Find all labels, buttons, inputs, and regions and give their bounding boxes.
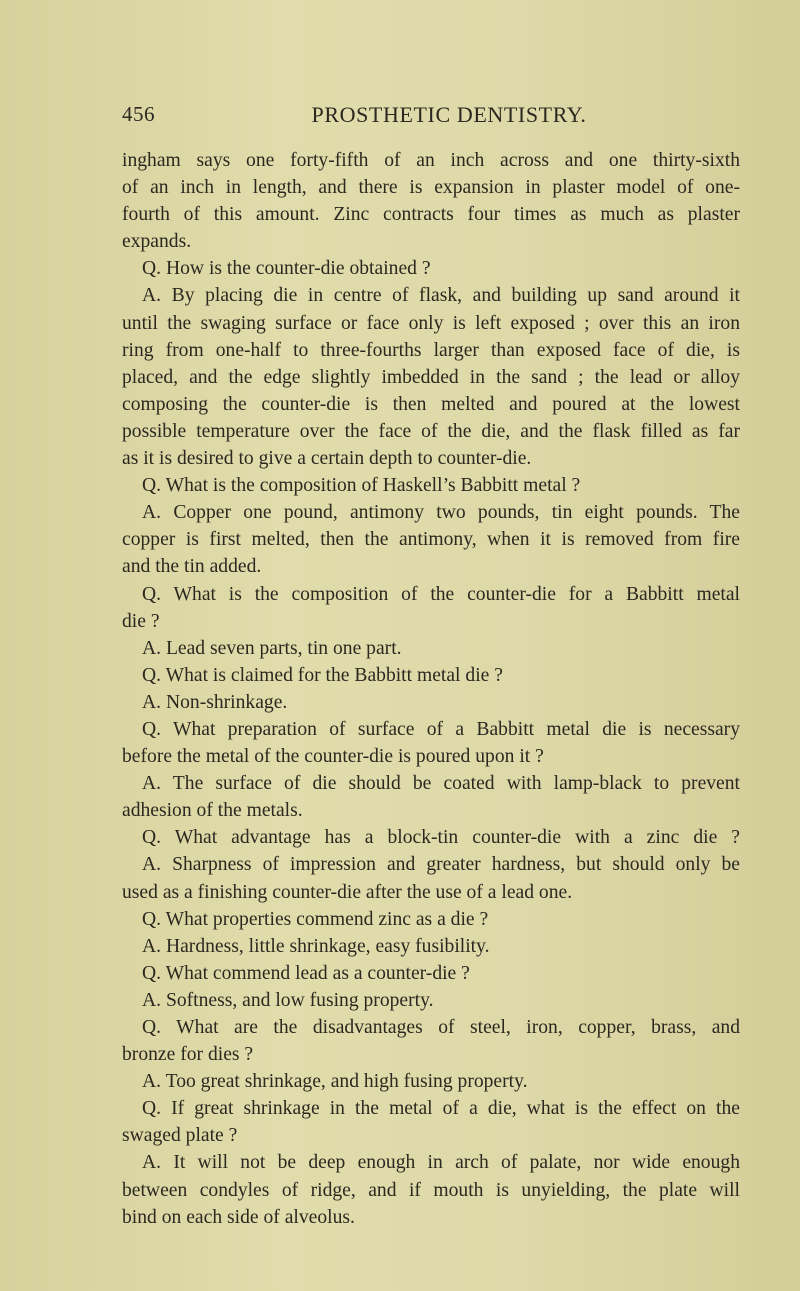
page-number: 456 [122,102,155,126]
answer [122,770,740,824]
question [122,1095,740,1149]
text-line: Q. What are the disadvantages of steel, iron, copper, brass, and [142,1017,740,1038]
text-line: adhesion of the metals. [122,800,303,822]
text-line: and the tin added. [122,556,262,578]
answer [122,987,740,1014]
answer [122,689,740,716]
text-line: as it is desired to give a certain depth to counter-die. [122,448,532,470]
body-text [122,147,740,1231]
text-line: A. It will not be deep enough in arch of palate, nor wide enough [142,1152,740,1174]
text-line: Q. What commend lead as a counter-die ? [142,962,470,984]
answer [122,1149,740,1230]
paragraph-continuation [122,147,740,255]
text-line: A. By placing die in centre of flask, and building up sand around it [142,285,740,307]
question [122,472,740,499]
text-line: fourth of this amount. Zinc contracts four times as much as plaster [122,204,740,226]
answer [122,635,740,662]
text-line: A. Softness, and low fusing property. [142,989,434,1011]
text-line: of an inch in length, and there is expansion in plaster model of one- [122,177,740,199]
text-line: A. Non-shrinkage. [142,691,288,713]
text-line: Q. What preparation of surface of a Babbitt metal die is necessary [142,718,740,740]
text-line: Q. What is the composition of the counter-die for a Babbitt metal [142,583,740,605]
text-line: until the swaging surface or face only is left exposed ; over this an iron [122,312,740,334]
text-line: placed, and the edge slightly imbedded in the sand ; the lead or alloy [122,366,740,388]
answer [122,282,740,472]
text-line: die ? [122,610,160,632]
running-title: PROSTHETIC DENTISTRY. [311,102,587,127]
question [122,662,740,689]
question [122,581,740,635]
text-line: Q. How is the counter-die obtained ? [142,258,431,280]
text-line: ingham says one forty-fifth of an inch across and one thirty-sixth [122,150,740,171]
text-line: A. The surface of die should be coated with lamp-black to prevent [142,773,740,795]
question [122,1014,740,1068]
question [122,255,740,282]
text-line: A. Hardness, little shrinkage, easy fusibility. [142,935,490,957]
answer [122,1068,740,1095]
text-line: ring from one-half to three-fourths larger than exposed face of die, is [122,339,740,361]
text-line: between condyles of ridge, and if mouth is unyielding, the plate will [122,1179,740,1201]
text-line: Q. If great shrinkage in the metal of a die, what is the effect on the [142,1098,740,1120]
answer [122,499,740,580]
text-line: A. Sharpness of impression and greater hardness, but should only be [142,854,740,876]
text-line: composing the counter-die is then melted and poured at the lowest [122,393,740,415]
text-line: A. Copper one pound, antimony two pounds, tin eight pounds. The [142,502,740,524]
text-line: Q. What is claimed for the Babbitt metal die ? [142,664,503,686]
answer [122,933,740,960]
question [122,906,740,933]
question [122,960,740,987]
question [122,716,740,770]
question [122,824,740,851]
answer [122,851,740,905]
text-line: expands. [122,231,192,253]
text-line: used as a finishing counter-die after the use of a lead one. [122,881,573,903]
text-line: A. Too great shrinkage, and high fusing property. [142,1071,528,1093]
text-line: swaged plate ? [122,1125,238,1147]
text-line: Q. What is the composition of Haskell’s Babbitt metal ? [142,475,581,497]
text-line: before the metal of the counter-die is poured upon it ? [122,746,544,768]
running-head [122,102,740,132]
text-line: Q. What advantage has a block-tin counter-die with a zinc die ? [142,827,740,849]
text-line: A. Lead seven parts, tin one part. [142,637,402,659]
text-line: Q. What properties commend zinc as a die ? [142,908,489,930]
text-line: possible temperature over the face of the die, and the flask filled as far [122,420,740,442]
text-line: bind on each side of alveolus. [122,1206,355,1228]
text-line: copper is first melted, then the antimony, when it is removed from fire [122,529,740,551]
text-line: bronze for dies ? [122,1044,254,1066]
